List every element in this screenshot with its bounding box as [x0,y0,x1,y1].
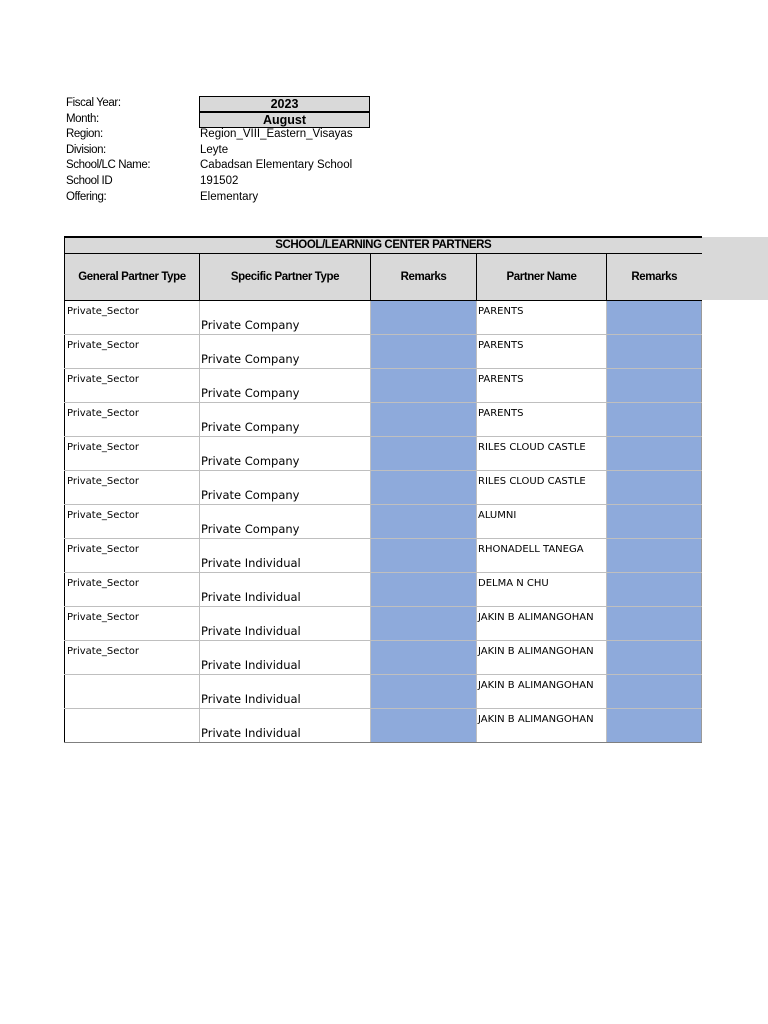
partner-name-cell[interactable]: RHONADELL TANEGA [477,539,607,573]
specific-partner-type-cell[interactable]: Private Individual [200,641,371,675]
remarks-cell[interactable] [371,573,477,607]
remarks-2-cell[interactable] [607,641,702,675]
header-remarks: Remarks [371,254,477,301]
partner-name-cell[interactable]: DELMA N CHU [477,573,607,607]
partner-name-cell[interactable]: PARENTS [477,369,607,403]
table-row [65,471,702,505]
remarks-2-cell[interactable] [607,335,702,369]
table-row [65,641,702,675]
specific-partner-type-cell[interactable]: Private Company [200,437,371,471]
partner-name-cell[interactable]: RILES CLOUD CASTLE [477,437,607,471]
region-label: Region: [66,128,103,141]
general-partner-type-cell[interactable] [65,709,200,743]
general-partner-type-cell[interactable]: Private_Sector [65,539,200,573]
month-label: Month: [66,112,99,125]
general-partner-type-cell[interactable] [65,675,200,709]
specific-partner-type-cell[interactable]: Private Company [200,369,371,403]
partner-name-cell[interactable]: RILES CLOUD CASTLE [477,471,607,505]
specific-partner-type-cell[interactable]: Private Individual [200,573,371,607]
remarks-2-cell[interactable] [607,505,702,539]
remarks-cell[interactable] [371,675,477,709]
remarks-2-cell[interactable] [607,471,702,505]
remarks-2-cell[interactable] [607,607,702,641]
partner-name-cell[interactable]: PARENTS [477,335,607,369]
header-specific-partner-type: Specific Partner Type [200,254,371,301]
remarks-cell[interactable] [371,335,477,369]
partner-name-cell[interactable]: PARENTS [477,301,607,335]
table-row [65,335,702,369]
general-partner-type-cell[interactable]: Private_Sector [65,573,200,607]
specific-partner-type-cell[interactable]: Private Company [200,301,371,335]
partner-name-cell[interactable]: JAKIN B ALIMANGOHAN [477,675,607,709]
school-id-value: 191502 [200,174,239,187]
offering-label: Offering: [66,190,107,203]
remarks-2-cell[interactable] [607,675,702,709]
general-partner-type-cell[interactable]: Private_Sector [65,505,200,539]
fiscal-year-label: Fiscal Year: [66,97,121,109]
general-partner-type-cell[interactable]: Private_Sector [65,403,200,437]
specific-partner-type-cell[interactable]: Private Company [200,505,371,539]
month-value[interactable]: August [199,112,370,128]
partner-name-cell[interactable]: PARENTS [477,403,607,437]
remarks-cell[interactable] [371,301,477,335]
offering-value: Elementary [200,190,259,203]
remarks-2-cell[interactable] [607,573,702,607]
general-partner-type-cell[interactable]: Private_Sector [65,301,200,335]
remarks-2-cell[interactable] [607,539,702,573]
division-value: Leyte [200,143,229,156]
specific-partner-type-cell[interactable]: Private Individual [200,607,371,641]
table-row [65,505,702,539]
table-row [65,539,702,573]
partner-name-cell[interactable]: JAKIN B ALIMANGOHAN [477,607,607,641]
remarks-cell[interactable] [371,641,477,675]
remarks-cell[interactable] [371,437,477,471]
specific-partner-type-cell[interactable]: Private Individual [200,539,371,573]
remarks-2-cell[interactable] [607,301,702,335]
general-partner-type-cell[interactable]: Private_Sector [65,607,200,641]
header-remarks-2: Remarks [607,254,702,301]
specific-partner-type-cell[interactable]: Private Individual [200,675,371,709]
table-row [65,369,702,403]
partners-table-body [65,301,702,743]
table-row [65,573,702,607]
specific-partner-type-cell[interactable]: Private Company [200,471,371,505]
specific-partner-type-cell[interactable]: Private Company [200,335,371,369]
region-value: Region_VIII_Eastern_Visayas [200,128,353,141]
header-gray-extension [700,237,768,300]
general-partner-type-cell[interactable]: Private_Sector [65,437,200,471]
header-general-partner-type: General Partner Type [65,254,200,301]
table-title: SCHOOL/LEARNING CENTER PARTNERS [65,237,702,254]
remarks-cell[interactable] [371,403,477,437]
remarks-2-cell[interactable] [607,369,702,403]
table-row [65,437,702,471]
table-row [65,607,702,641]
partner-name-cell[interactable]: JAKIN B ALIMANGOHAN [477,709,607,743]
partner-name-cell[interactable]: JAKIN B ALIMANGOHAN [477,641,607,675]
table-row [65,301,702,335]
specific-partner-type-cell[interactable]: Private Individual [200,709,371,743]
table-row [65,403,702,437]
general-partner-type-cell[interactable]: Private_Sector [65,471,200,505]
school-id-label: School ID [66,174,113,187]
fiscal-year-value[interactable]: 2023 [199,96,370,112]
general-partner-type-cell[interactable]: Private_Sector [65,369,200,403]
school-name-label: School/LC Name: [66,159,151,172]
school-name-value: Cabadsan Elementary School [200,159,353,172]
general-partner-type-cell[interactable]: Private_Sector [65,641,200,675]
remarks-cell[interactable] [371,505,477,539]
remarks-cell[interactable] [371,369,477,403]
remarks-cell[interactable] [371,471,477,505]
header-partner-name: Partner Name [477,254,607,301]
remarks-cell[interactable] [371,709,477,743]
general-partner-type-cell[interactable]: Private_Sector [65,335,200,369]
partner-name-cell[interactable]: ALUMNI [477,505,607,539]
remarks-2-cell[interactable] [607,403,702,437]
division-label: Division: [66,143,106,156]
remarks-2-cell[interactable] [607,709,702,743]
remarks-2-cell[interactable] [607,437,702,471]
remarks-cell[interactable] [371,539,477,573]
table-row [65,709,702,743]
partners-table [64,236,702,743]
remarks-cell[interactable] [371,607,477,641]
table-row [65,675,702,709]
specific-partner-type-cell[interactable]: Private Company [200,403,371,437]
